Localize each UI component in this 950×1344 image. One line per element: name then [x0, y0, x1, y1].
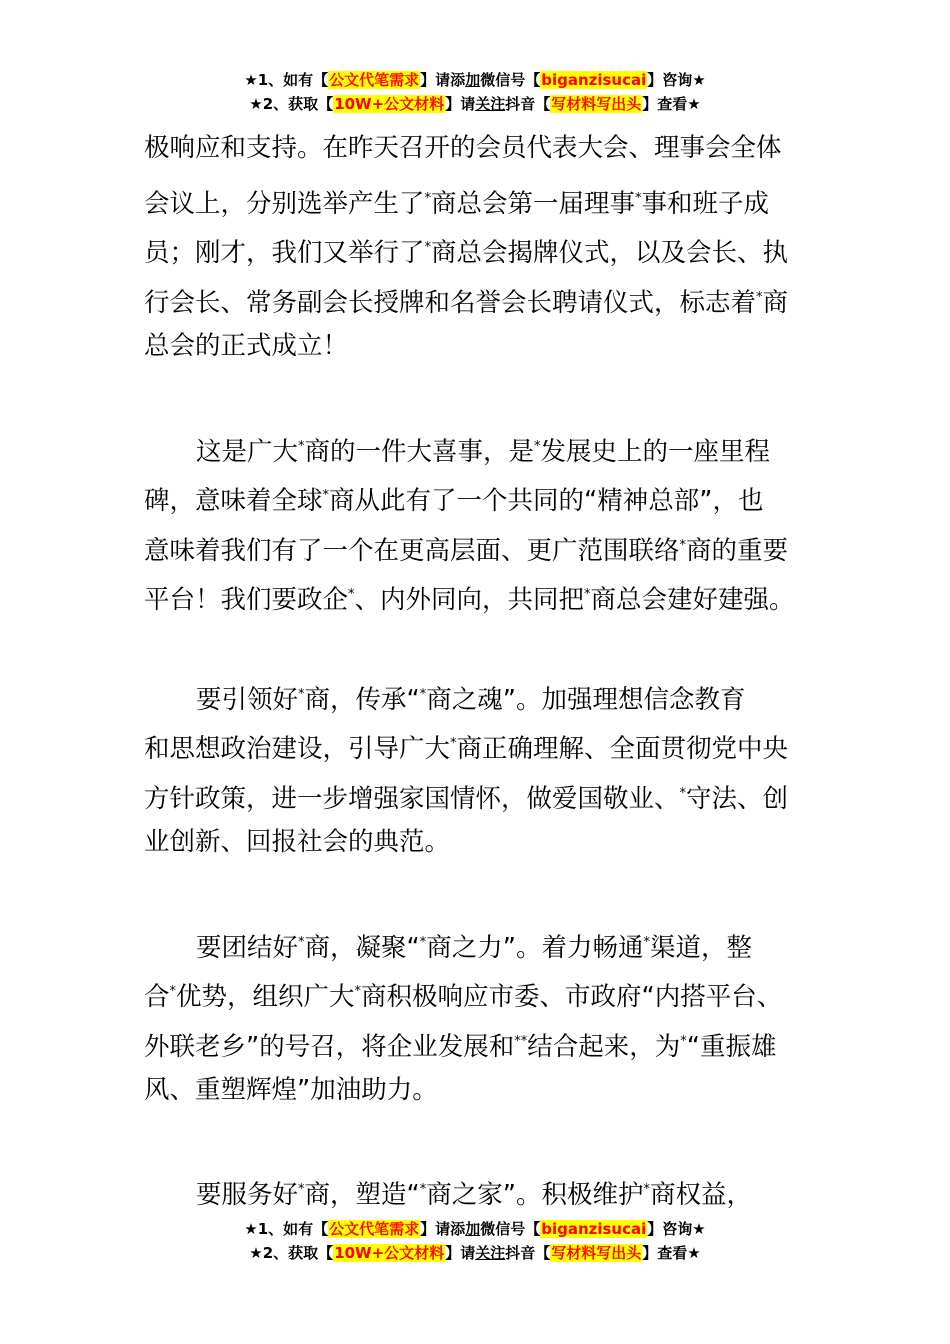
banner-text: 】请添 [420, 71, 466, 89]
banner-text: 】请 [445, 1244, 476, 1262]
footer-banner [0, 1217, 950, 1265]
banner-text: 】咨询★ [647, 1220, 706, 1238]
banner-text: 微信号【 [480, 71, 541, 89]
redaction-mark: * [354, 984, 362, 1000]
text-line: 意味着我们有了一个在更高层面、更广范围联络*商的重要 [144, 535, 789, 566]
paragraph-gap [144, 372, 814, 422]
text-line: 要团结好*商，凝聚“*商之力”。着力畅通*渠道，整 [196, 932, 752, 963]
redaction-mark: * [680, 1033, 687, 1049]
highlight-wechat-id: biganzisucai [541, 1220, 647, 1238]
redaction-mark: * [298, 438, 305, 454]
redaction-mark: * [419, 1182, 427, 1198]
banner-line-2 [0, 92, 950, 116]
banner-text: 抖音【 [505, 95, 551, 113]
highlight-service: 公文代笔需求 [329, 1220, 420, 1238]
redaction-mark: * [756, 289, 763, 305]
banner-text: 】咨询★ [647, 71, 706, 89]
text-line: 极响应和支持。在昨天召开的会员代表大会、理事会全体 [144, 133, 782, 163]
redaction-mark: * [584, 587, 591, 603]
highlight-materials: 10W+公文材料 [334, 1244, 445, 1262]
banner-text: ★1、如有【 [244, 1220, 329, 1238]
banner-text: 】查看★ [642, 1244, 701, 1262]
text-line: 员；刚才，我们又举行了*商总会揭牌仪式，以及会长、执 [144, 238, 789, 269]
redaction-mark: * [298, 934, 305, 950]
banner-text: 】请 [445, 95, 476, 113]
redaction-mark: * [635, 190, 642, 206]
redaction-mark: * [169, 984, 177, 1000]
redaction-mark: * [348, 587, 355, 603]
text-line: 风、重塑辉煌”加油助力。 [144, 1075, 438, 1106]
text-line: 行会长、常务副会长授牌和名誉会长聘请仪式，标志着*商 [144, 287, 789, 318]
text-line: 和思想政治建设，引导广大*商正确理解、全面贯彻党中央 [144, 734, 789, 765]
paragraph-gap [144, 1116, 814, 1166]
banner-underlined-text: 关注 [475, 1244, 506, 1262]
banner-text: 抖音【 [505, 1244, 551, 1262]
redaction-mark: * [298, 686, 305, 702]
banner-text: 】查看★ [642, 95, 701, 113]
text-line: 合*优势，组织广大*商积极响应市委、市政府“内搭平台、 [144, 982, 783, 1013]
text-line: 碑，意味着全球*商从此有了一个共同的“精神总部”，也 [144, 486, 764, 517]
banner-underlined-text: 加 [465, 1220, 481, 1238]
banner-text: ★2、获取【 [249, 95, 334, 113]
banner-line-1 [0, 68, 950, 92]
redaction-mark: * [424, 240, 432, 256]
highlight-service: 公文代笔需求 [329, 71, 420, 89]
highlight-douyin-account: 写材料写出头 [551, 1244, 642, 1262]
highlight-wechat-id: biganzisucai [541, 71, 647, 89]
text-line: 方针政策，进一步增强家国情怀，做爱国敬业、*守法、创 [144, 783, 789, 814]
redaction-mark: * [419, 934, 427, 950]
banner-text: 】请添 [420, 1220, 466, 1238]
banner-text: ★2、获取【 [249, 1244, 334, 1262]
highlight-materials: 10W+公文材料 [334, 95, 445, 113]
redaction-mark: * [679, 785, 687, 801]
text-line: 要服务好*商，塑造“*商之家”。积极维护*商权益， [196, 1180, 752, 1211]
redaction-mark: * [419, 686, 427, 702]
redaction-mark: * [514, 1033, 521, 1049]
redaction-mark: * [643, 934, 650, 950]
banner-text: ★1、如有【 [244, 71, 329, 89]
banner-line-2 [0, 1241, 950, 1265]
banner-underlined-text: 加 [465, 71, 481, 89]
text-line: 业创新、回报社会的典范。 [144, 827, 451, 858]
text-line: 这是广大*商的一件大喜事，是*发展史上的一座里程 [196, 436, 771, 467]
redaction-mark: * [450, 736, 457, 752]
document-body [144, 124, 814, 1215]
redaction-mark: * [322, 488, 330, 504]
redaction-mark: * [298, 1182, 305, 1198]
header-banner [0, 68, 950, 116]
redaction-mark: * [424, 190, 432, 206]
redaction-mark: * [643, 1182, 650, 1198]
redaction-mark: * [520, 1033, 528, 1049]
highlight-douyin-account: 写材料写出头 [551, 95, 642, 113]
text-line: 外联老乡”的号召，将企业发展和**结合起来，为*“重振雄 [144, 1031, 777, 1062]
redaction-mark: * [679, 537, 687, 553]
paragraph-gap [144, 620, 814, 670]
text-line: 总会的正式成立！ [144, 331, 349, 362]
redaction-mark: * [534, 438, 541, 454]
text-line: 平台！我们要政企*、内外同向，共同把*商总会建好建强。 [144, 585, 795, 616]
banner-text: 微信号【 [480, 1220, 541, 1238]
paragraph-gap [144, 868, 814, 918]
banner-line-1 [0, 1217, 950, 1241]
banner-underlined-text: 关注 [475, 95, 506, 113]
text-line: 会议上，分别选举产生了*商总会第一届理事*事和班子成 [144, 188, 770, 219]
text-line: 要引领好*商，传承“*商之魂”。加强理想信念教育 [196, 684, 746, 715]
